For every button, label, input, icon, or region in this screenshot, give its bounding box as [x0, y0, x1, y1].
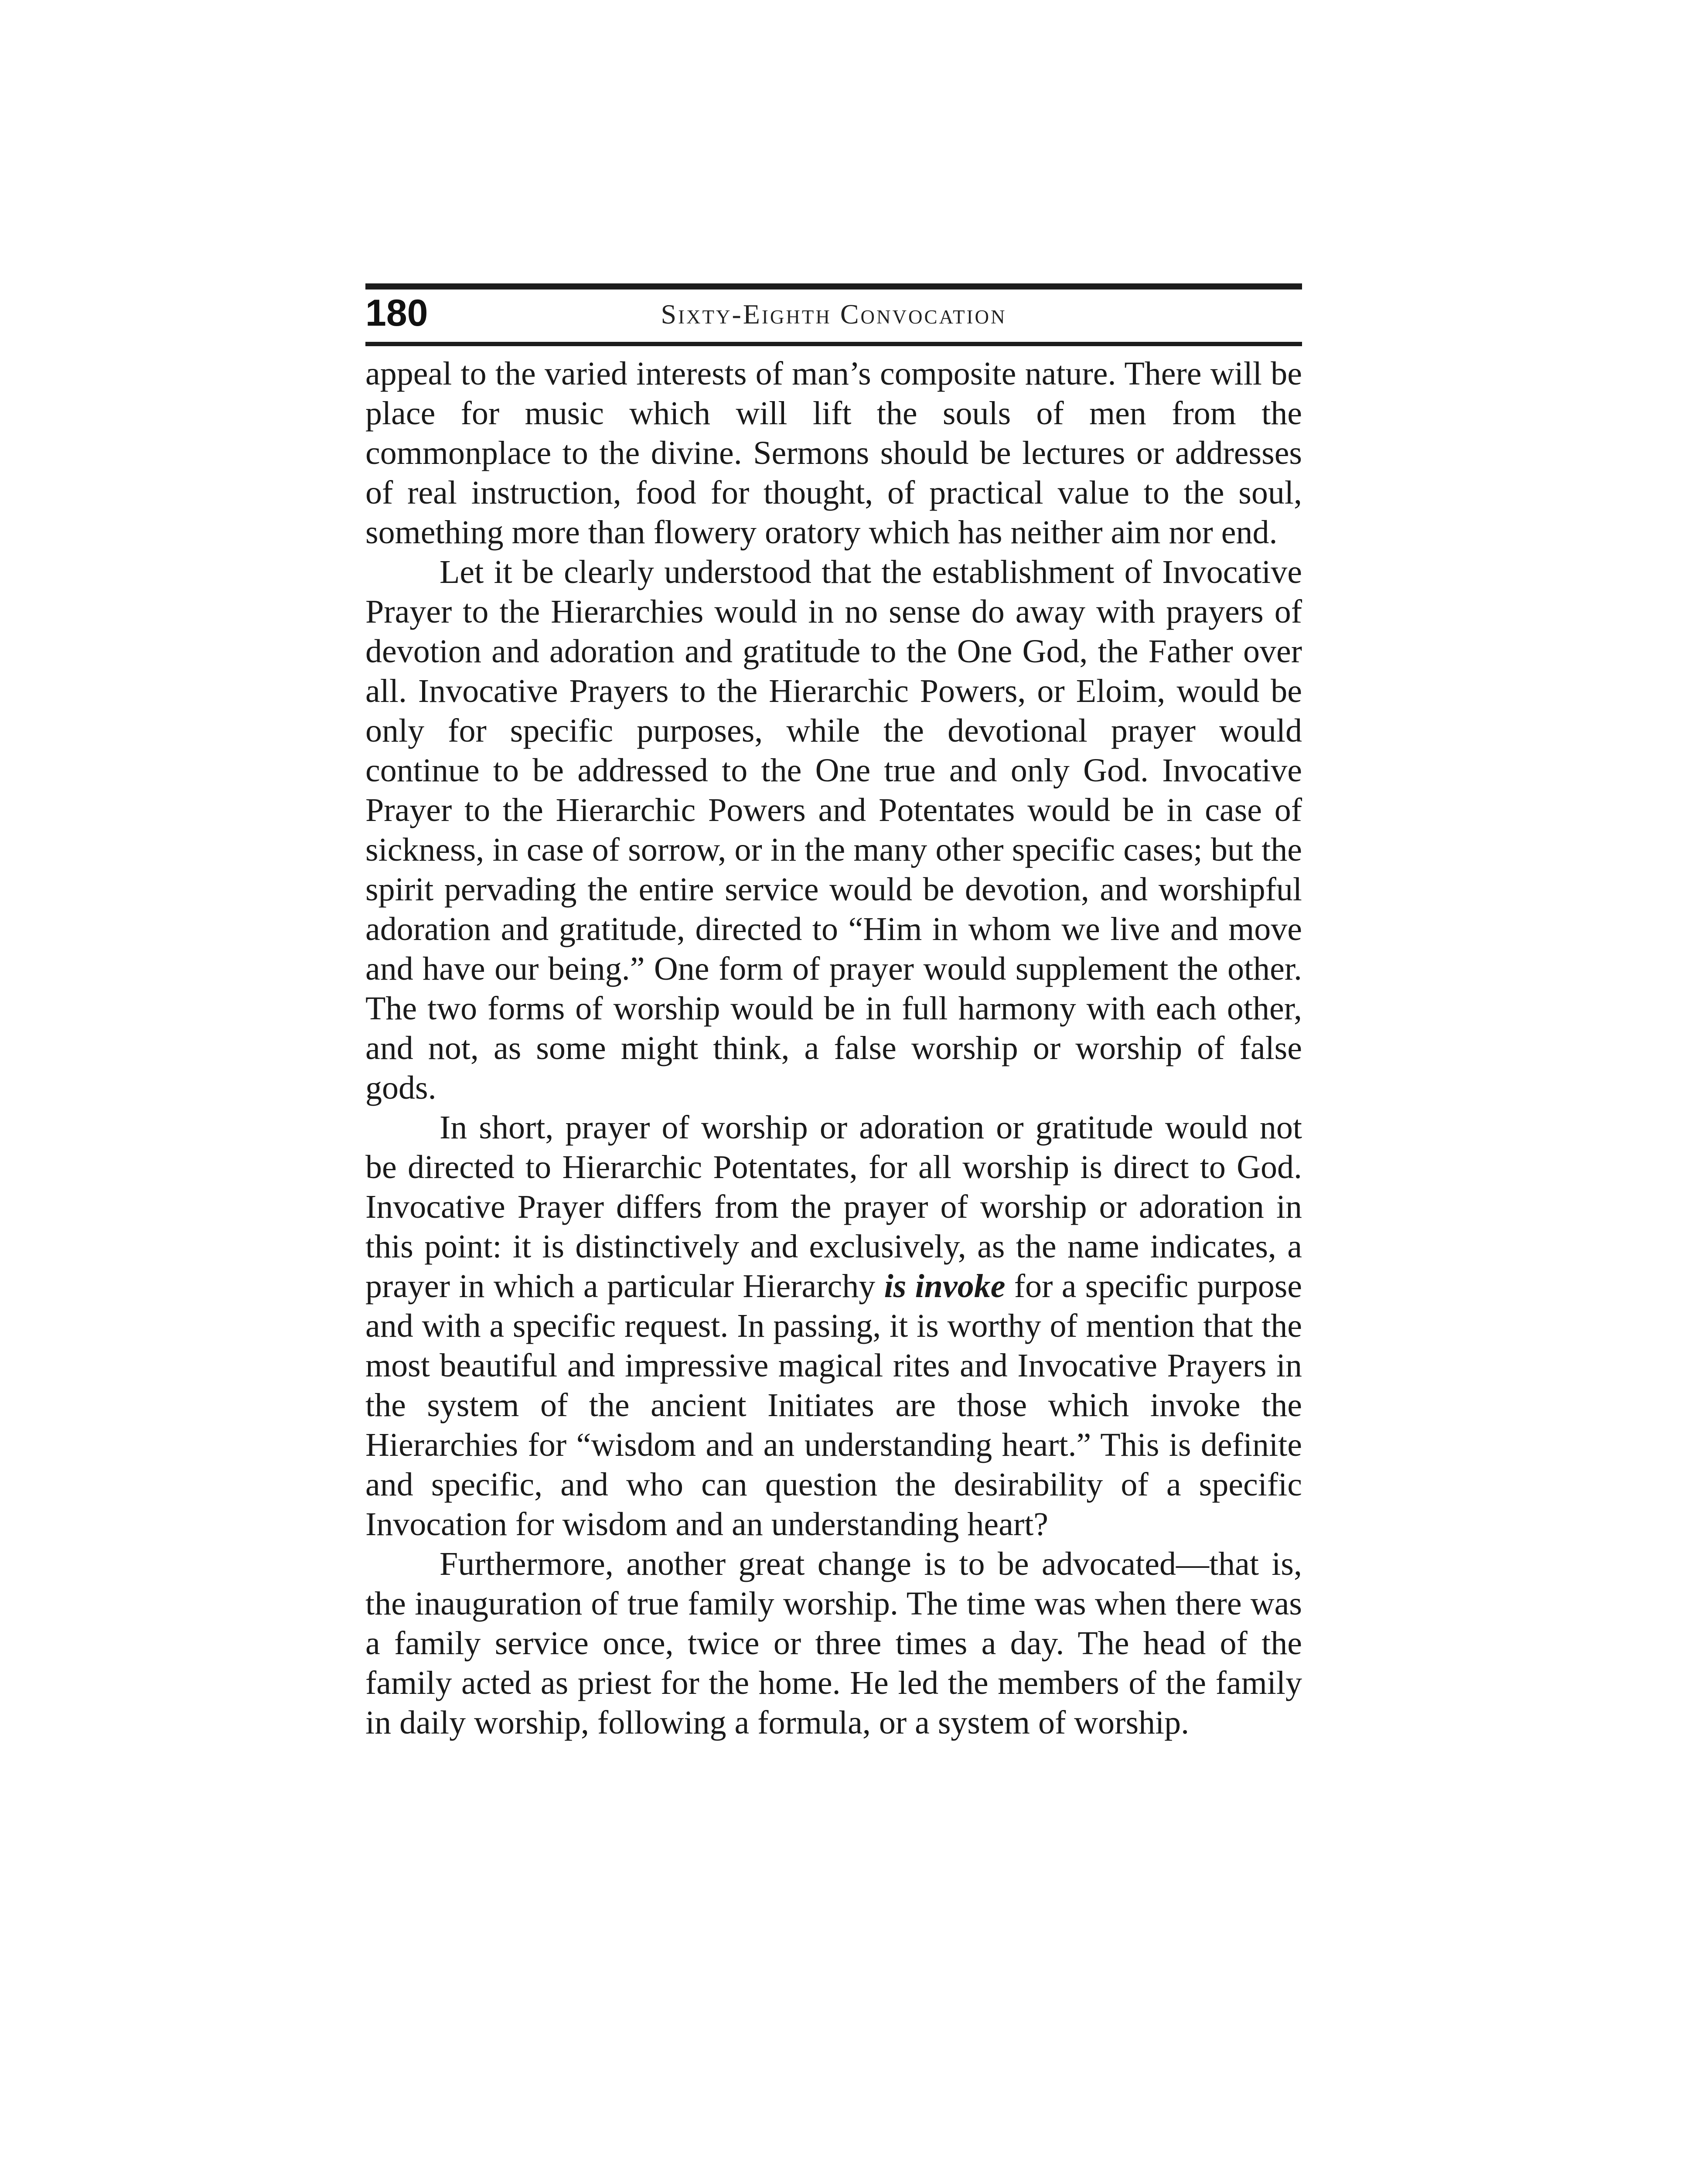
page-header [365, 290, 1302, 342]
header-rule-top [365, 283, 1302, 290]
page-number: 180 [365, 292, 428, 334]
paragraph-1: appeal to the varied interests of man’s composite nature. There will be place for music which will lift the souls of men from the commonplace to the divine. Sermons should be lectures or addresses of real instruction, food for thought, of practical value to the soul, something more than flowery oratory which has neither aim nor end. [365, 355, 1302, 551]
paragraph-3-text-before: In short, prayer of worship or adoration or gratitude would not be directed to Hierarchic Potentates, for all worship is direct to God. Invocative Prayer differs from the prayer of worship or adoration in this point: it is distinctively and exclusively, as the name indicates, a prayer in which a particular Hierarchy [365, 1109, 1302, 1305]
paragraph-4: Furthermore, another great change is to be advocated—that is, the inauguration of true family worship. The time was when there was a family service once, twice or three times a day. The head of the family acted as priest for the home. He led the members of the family in daily worship, following a formula, or a system of worship. [365, 1546, 1302, 1741]
running-head: Sixty-Eighth Convocation [661, 299, 1007, 330]
paragraph-2: Let it be clearly understood that the establishment of Invocative Prayer to the Hierarchies would in no sense do away with prayers of devotion and adoration and gratitude to the One God, the Father over all. Invocative Prayers to the Hierarchic Powers, or Eloim, would be only for specific purposes, while the devotional prayer would continue to be addressed to the One true and only God. Invocative Prayer to the Hierarchic Powers and Potentates would be in case of sickness, in case of sorrow, or in the many other specific cases; but the spirit pervading the entire service would be devotion, and worshipful adoration and gratitude, directed to “Him in whom we live and move and have our being.” One form of prayer would supplement the other. The two forms of worship would be in full harmony with each other, and not, as some might think, a false worship or worship of false gods. [365, 554, 1302, 1106]
paragraph-3-text-after: for a specific purpose and with a specific request. In passing, it is worthy of mention that the most beautiful and impressive magical rites and Invocative Prayers in the system of the ancient Initiates are those which invoke the Hierarchies for “wisdom and an understanding heart.” This is definite and specific, and who can question the desirability of a specific Invocation for wisdom and an understanding heart? [365, 1268, 1302, 1543]
book-page [365, 283, 1302, 1743]
body-text [365, 354, 1302, 1743]
paragraph-3 [365, 1108, 1302, 1544]
paragraph-3-emphasis: is invoke [884, 1268, 1006, 1305]
header-rule-bottom [365, 342, 1302, 346]
